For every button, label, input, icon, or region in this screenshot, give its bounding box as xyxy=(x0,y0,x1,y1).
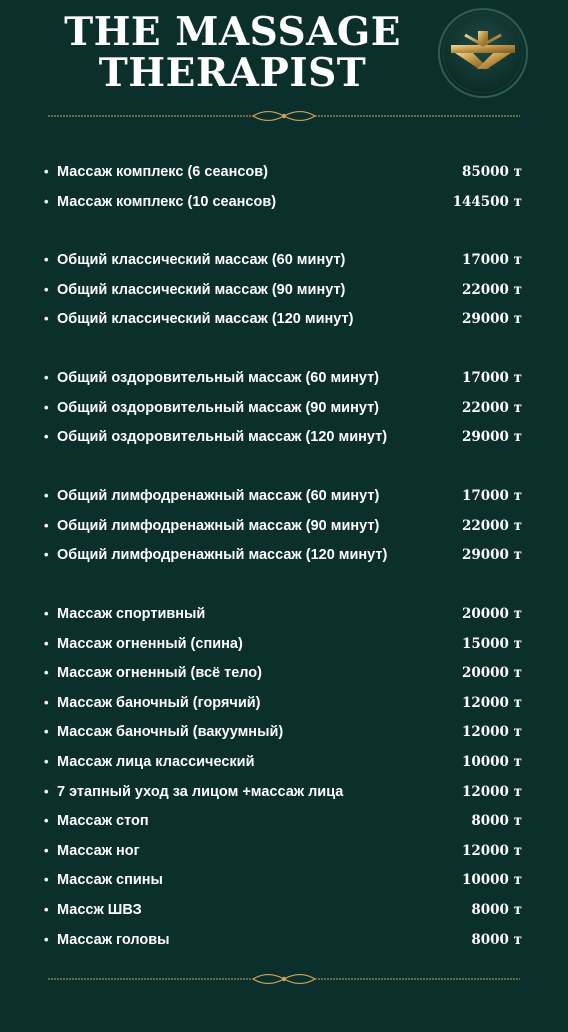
price-list-item xyxy=(44,162,524,182)
service-price: 29000 т xyxy=(461,547,522,564)
bullet-icon: • xyxy=(44,902,49,917)
bullet-icon: • xyxy=(44,399,49,415)
bullet-icon: • xyxy=(44,635,49,651)
service-price: 8000 т xyxy=(471,931,522,948)
service-name: Массаж баночный (вакуумный) xyxy=(57,724,284,741)
price-list-item xyxy=(44,516,524,536)
service-price: 12000 т xyxy=(461,842,522,859)
service-price: 12000 т xyxy=(461,783,522,800)
service-name: Массж ШВЗ xyxy=(57,902,142,918)
price-list-item xyxy=(44,280,524,300)
price-list-item xyxy=(44,811,524,831)
service-name: Общий классический массаж (60 минут) xyxy=(57,252,346,268)
bullet-icon: • xyxy=(44,252,49,267)
bullet-icon: • xyxy=(44,665,49,681)
price-list-item xyxy=(44,693,524,713)
service-name: Общий оздоровительный массаж (60 минут) xyxy=(57,370,380,386)
service-price: 29000 т xyxy=(461,311,522,328)
bullet-icon: • xyxy=(44,872,49,888)
service-name: Общий классический массаж (90 минут) xyxy=(57,281,346,298)
bullet-icon: • xyxy=(44,547,49,563)
price-list-item xyxy=(44,398,524,418)
price-list-item xyxy=(44,486,524,506)
service-price: 85000 т xyxy=(461,164,522,180)
service-price: 29000 т xyxy=(461,429,522,446)
title-line-2: THERAPIST xyxy=(98,50,367,96)
service-name: Массаж огненный (всё тело) xyxy=(57,665,262,682)
service-price: 12000 т xyxy=(461,724,522,741)
service-name: Массаж головы xyxy=(57,931,170,948)
service-name: Общий оздоровительный массаж (90 минут) xyxy=(57,399,380,416)
price-list-item xyxy=(44,250,524,270)
service-name: Общий лимфодренажный массаж (90 минут) xyxy=(57,517,380,534)
price-list-item xyxy=(44,841,524,861)
service-price: 22000 т xyxy=(461,517,522,534)
bullet-icon: • xyxy=(44,281,49,297)
service-price: 20000 т xyxy=(461,606,522,622)
bullet-icon: • xyxy=(44,694,49,710)
service-name: Общий оздоровительный массаж (120 минут) xyxy=(57,429,388,446)
service-price: 15000 т xyxy=(461,635,522,652)
service-name: Массаж огненный (спина) xyxy=(57,635,243,652)
title-line-1: THE MASSAGE xyxy=(64,9,401,55)
price-list-item xyxy=(44,930,524,950)
service-name: Массаж спины xyxy=(57,872,163,889)
bullet-icon: • xyxy=(44,517,49,533)
price-list-item xyxy=(44,870,524,890)
service-name: Массаж ног xyxy=(57,842,140,859)
service-name: Массаж лица классический xyxy=(57,754,255,770)
service-price: 12000 т xyxy=(461,694,522,711)
price-list-item xyxy=(44,604,524,624)
service-name: Общий лимфодренажный массаж (120 минут) xyxy=(57,547,388,564)
service-name: Массаж спортивный xyxy=(57,606,206,622)
bullet-icon: • xyxy=(44,783,49,799)
service-price: 144500 т xyxy=(452,193,522,210)
price-list-item xyxy=(44,663,524,683)
price-list-item xyxy=(44,309,524,329)
bullet-icon: • xyxy=(44,370,49,385)
bullet-icon: • xyxy=(44,193,49,209)
price-list-item xyxy=(44,427,524,447)
service-name: Массаж комплекс (6 сеансов) xyxy=(57,164,268,180)
bullet-icon: • xyxy=(44,813,49,829)
service-name: Общий классический массаж (120 минут) xyxy=(57,311,354,328)
bullet-icon: • xyxy=(44,429,49,445)
service-name: 7 этапный уход за лицом +массаж лица xyxy=(57,783,344,800)
bullet-icon: • xyxy=(44,931,49,947)
service-price: 20000 т xyxy=(461,665,522,682)
price-list-item xyxy=(44,722,524,742)
service-name: Общий лимфодренажный массаж (60 минут) xyxy=(57,488,380,504)
price-list-item xyxy=(44,545,524,565)
service-price: 17000 т xyxy=(461,252,522,268)
price-list-item xyxy=(44,900,524,920)
bullet-icon: • xyxy=(44,724,49,740)
service-price: 22000 т xyxy=(461,399,522,416)
service-price: 10000 т xyxy=(461,754,522,770)
bullet-icon: • xyxy=(44,842,49,858)
service-name: Массаж стоп xyxy=(57,813,149,830)
bullet-icon: • xyxy=(44,754,49,769)
price-list-item xyxy=(44,192,524,212)
bottom-ornament-divider xyxy=(48,973,520,985)
bullet-icon: • xyxy=(44,164,49,179)
service-price: 17000 т xyxy=(461,488,522,504)
bullet-icon: • xyxy=(44,606,49,621)
service-price: 22000 т xyxy=(461,281,522,298)
price-list-item xyxy=(44,782,524,802)
price-list-item xyxy=(44,634,524,654)
price-list-item xyxy=(44,752,524,772)
service-name: Массаж баночный (горячий) xyxy=(57,694,261,711)
service-price: 8000 т xyxy=(471,902,522,918)
service-price: 8000 т xyxy=(471,813,522,830)
price-list-item xyxy=(44,368,524,388)
service-price: 17000 т xyxy=(461,370,522,386)
service-price: 10000 т xyxy=(461,872,522,889)
service-name: Массаж комплекс (10 сеансов) xyxy=(57,193,277,210)
bullet-icon: • xyxy=(44,488,49,503)
bullet-icon: • xyxy=(44,311,49,327)
